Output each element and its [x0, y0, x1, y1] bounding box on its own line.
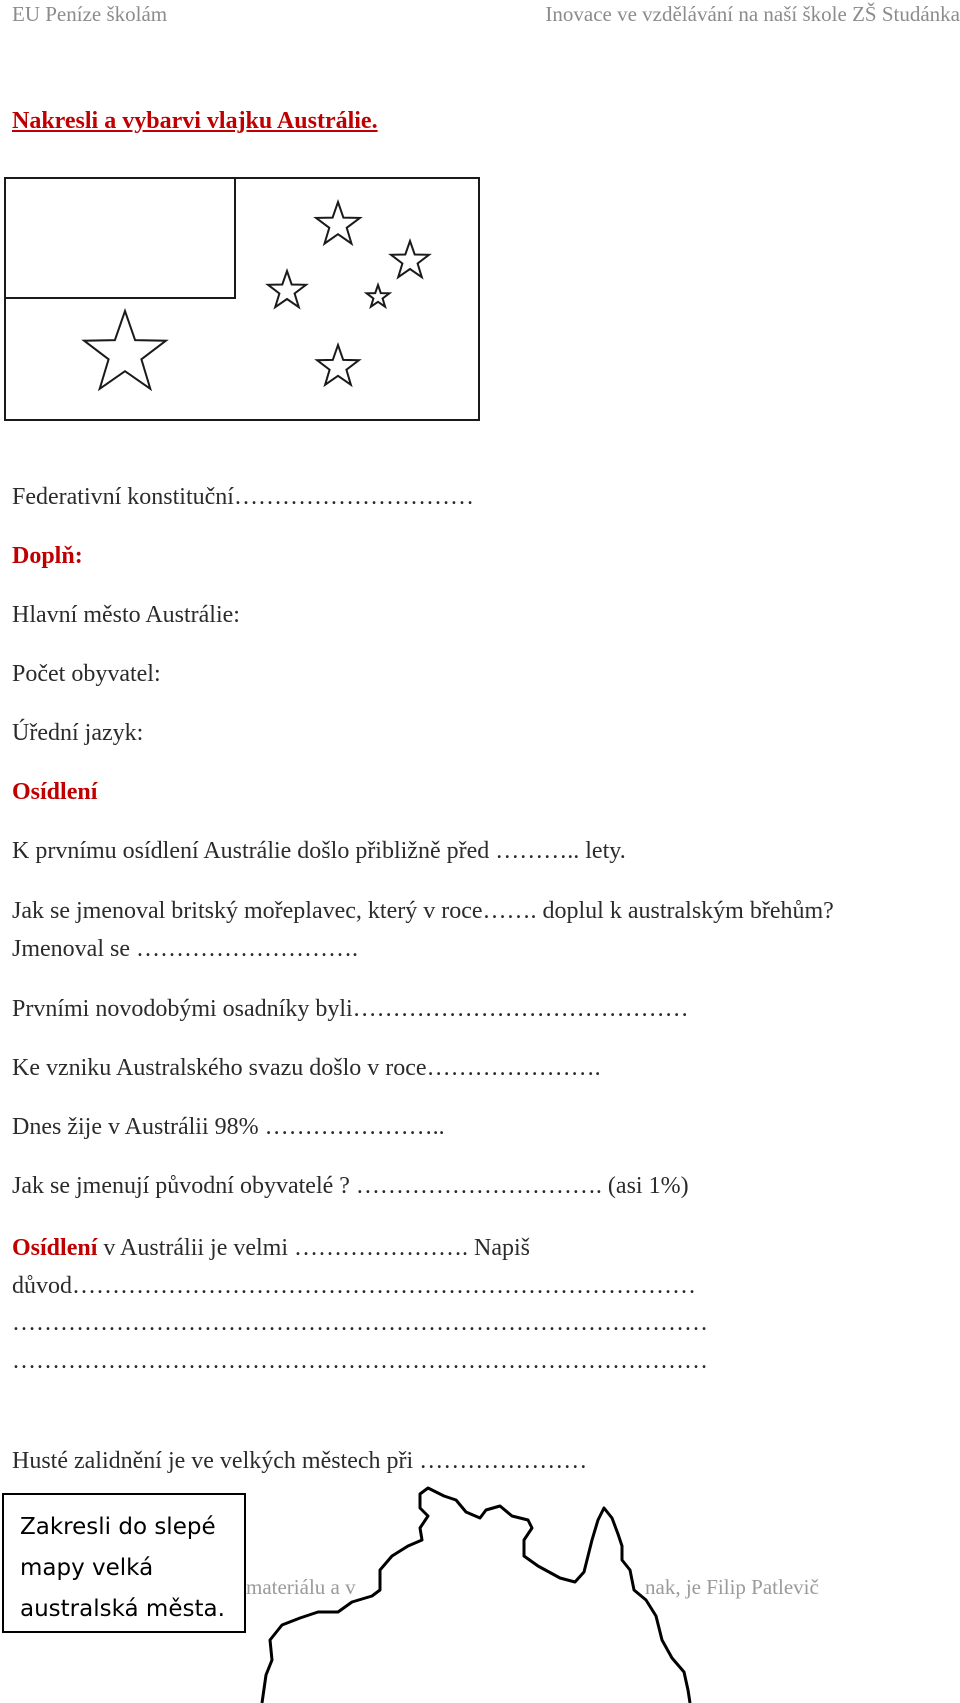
navigator-line: Jak se jmenoval britský mořeplavec, který v roce……. doplul k australským břehům? Jmenoval se ………………………. — [12, 898, 834, 962]
star-icon-top — [316, 202, 360, 244]
star-icon-right — [391, 241, 429, 277]
commonwealth-star-icon — [84, 311, 166, 389]
settlers-line: Prvními novodobými osadníky byli…………………………………… — [12, 996, 689, 1022]
capital-line: Hlavní město Austrálie: — [12, 602, 240, 628]
density-red-word: Osídlení — [12, 1235, 98, 1261]
star-icon-bottom — [317, 345, 359, 385]
page-title: Nakresli a vybarvi vlajku Austrálie. — [12, 108, 378, 134]
density-rest: v Austrálii je velmi …………………. Napiš důvod…………………………………………………………………… — [12, 1235, 696, 1299]
map-instruction-box — [2, 1493, 246, 1633]
natives-line: Jak se jmenují původní obyvatelé ? …………………………. (asi 1%) — [12, 1173, 689, 1199]
flag-canton — [5, 178, 235, 298]
star-icon-small — [367, 285, 390, 307]
federation-line: Federativní konstituční………………………… — [12, 484, 474, 510]
fill-heading: Doplň: — [12, 543, 83, 569]
dots-line-2: …………………………………………………………………………… — [12, 1348, 708, 1374]
callout-line-1: Zakresli do slepé — [20, 1514, 216, 1540]
dots-line-1: …………………………………………………………………………… — [12, 1310, 708, 1336]
population-line: Počet obyvatel: — [12, 661, 161, 687]
footer-right-fragment: nak, je Filip Patlevič — [645, 1575, 819, 1599]
header-right: Inovace ve vzdělávání na naší škole ZŠ Studánka — [545, 2, 960, 26]
flag-outline — [0, 0, 960, 430]
footer-left-fragment: materiálu a v — [246, 1575, 356, 1599]
density-line — [12, 1229, 952, 1305]
callout-line-3: australská města. — [20, 1596, 225, 1622]
first-settlement-line: K prvnímu osídlení Austrálie došlo přibližně před ……….. lety. — [12, 838, 626, 864]
union-line: Ke vzniku Australského svazu došlo v roce…………………. — [12, 1055, 601, 1081]
settlement-heading: Osídlení — [12, 779, 98, 805]
dense-line: Husté zalidnění je ve velkých městech při ………………… — [12, 1448, 588, 1474]
header-left: EU Peníze školám — [12, 2, 168, 26]
language-line: Úřední jazyk: — [12, 720, 144, 746]
star-icon-left — [268, 271, 306, 307]
population-98-line: Dnes žije v Austrálii 98% ………………….. — [12, 1114, 445, 1140]
callout-line-2: mapy velká — [20, 1555, 154, 1581]
